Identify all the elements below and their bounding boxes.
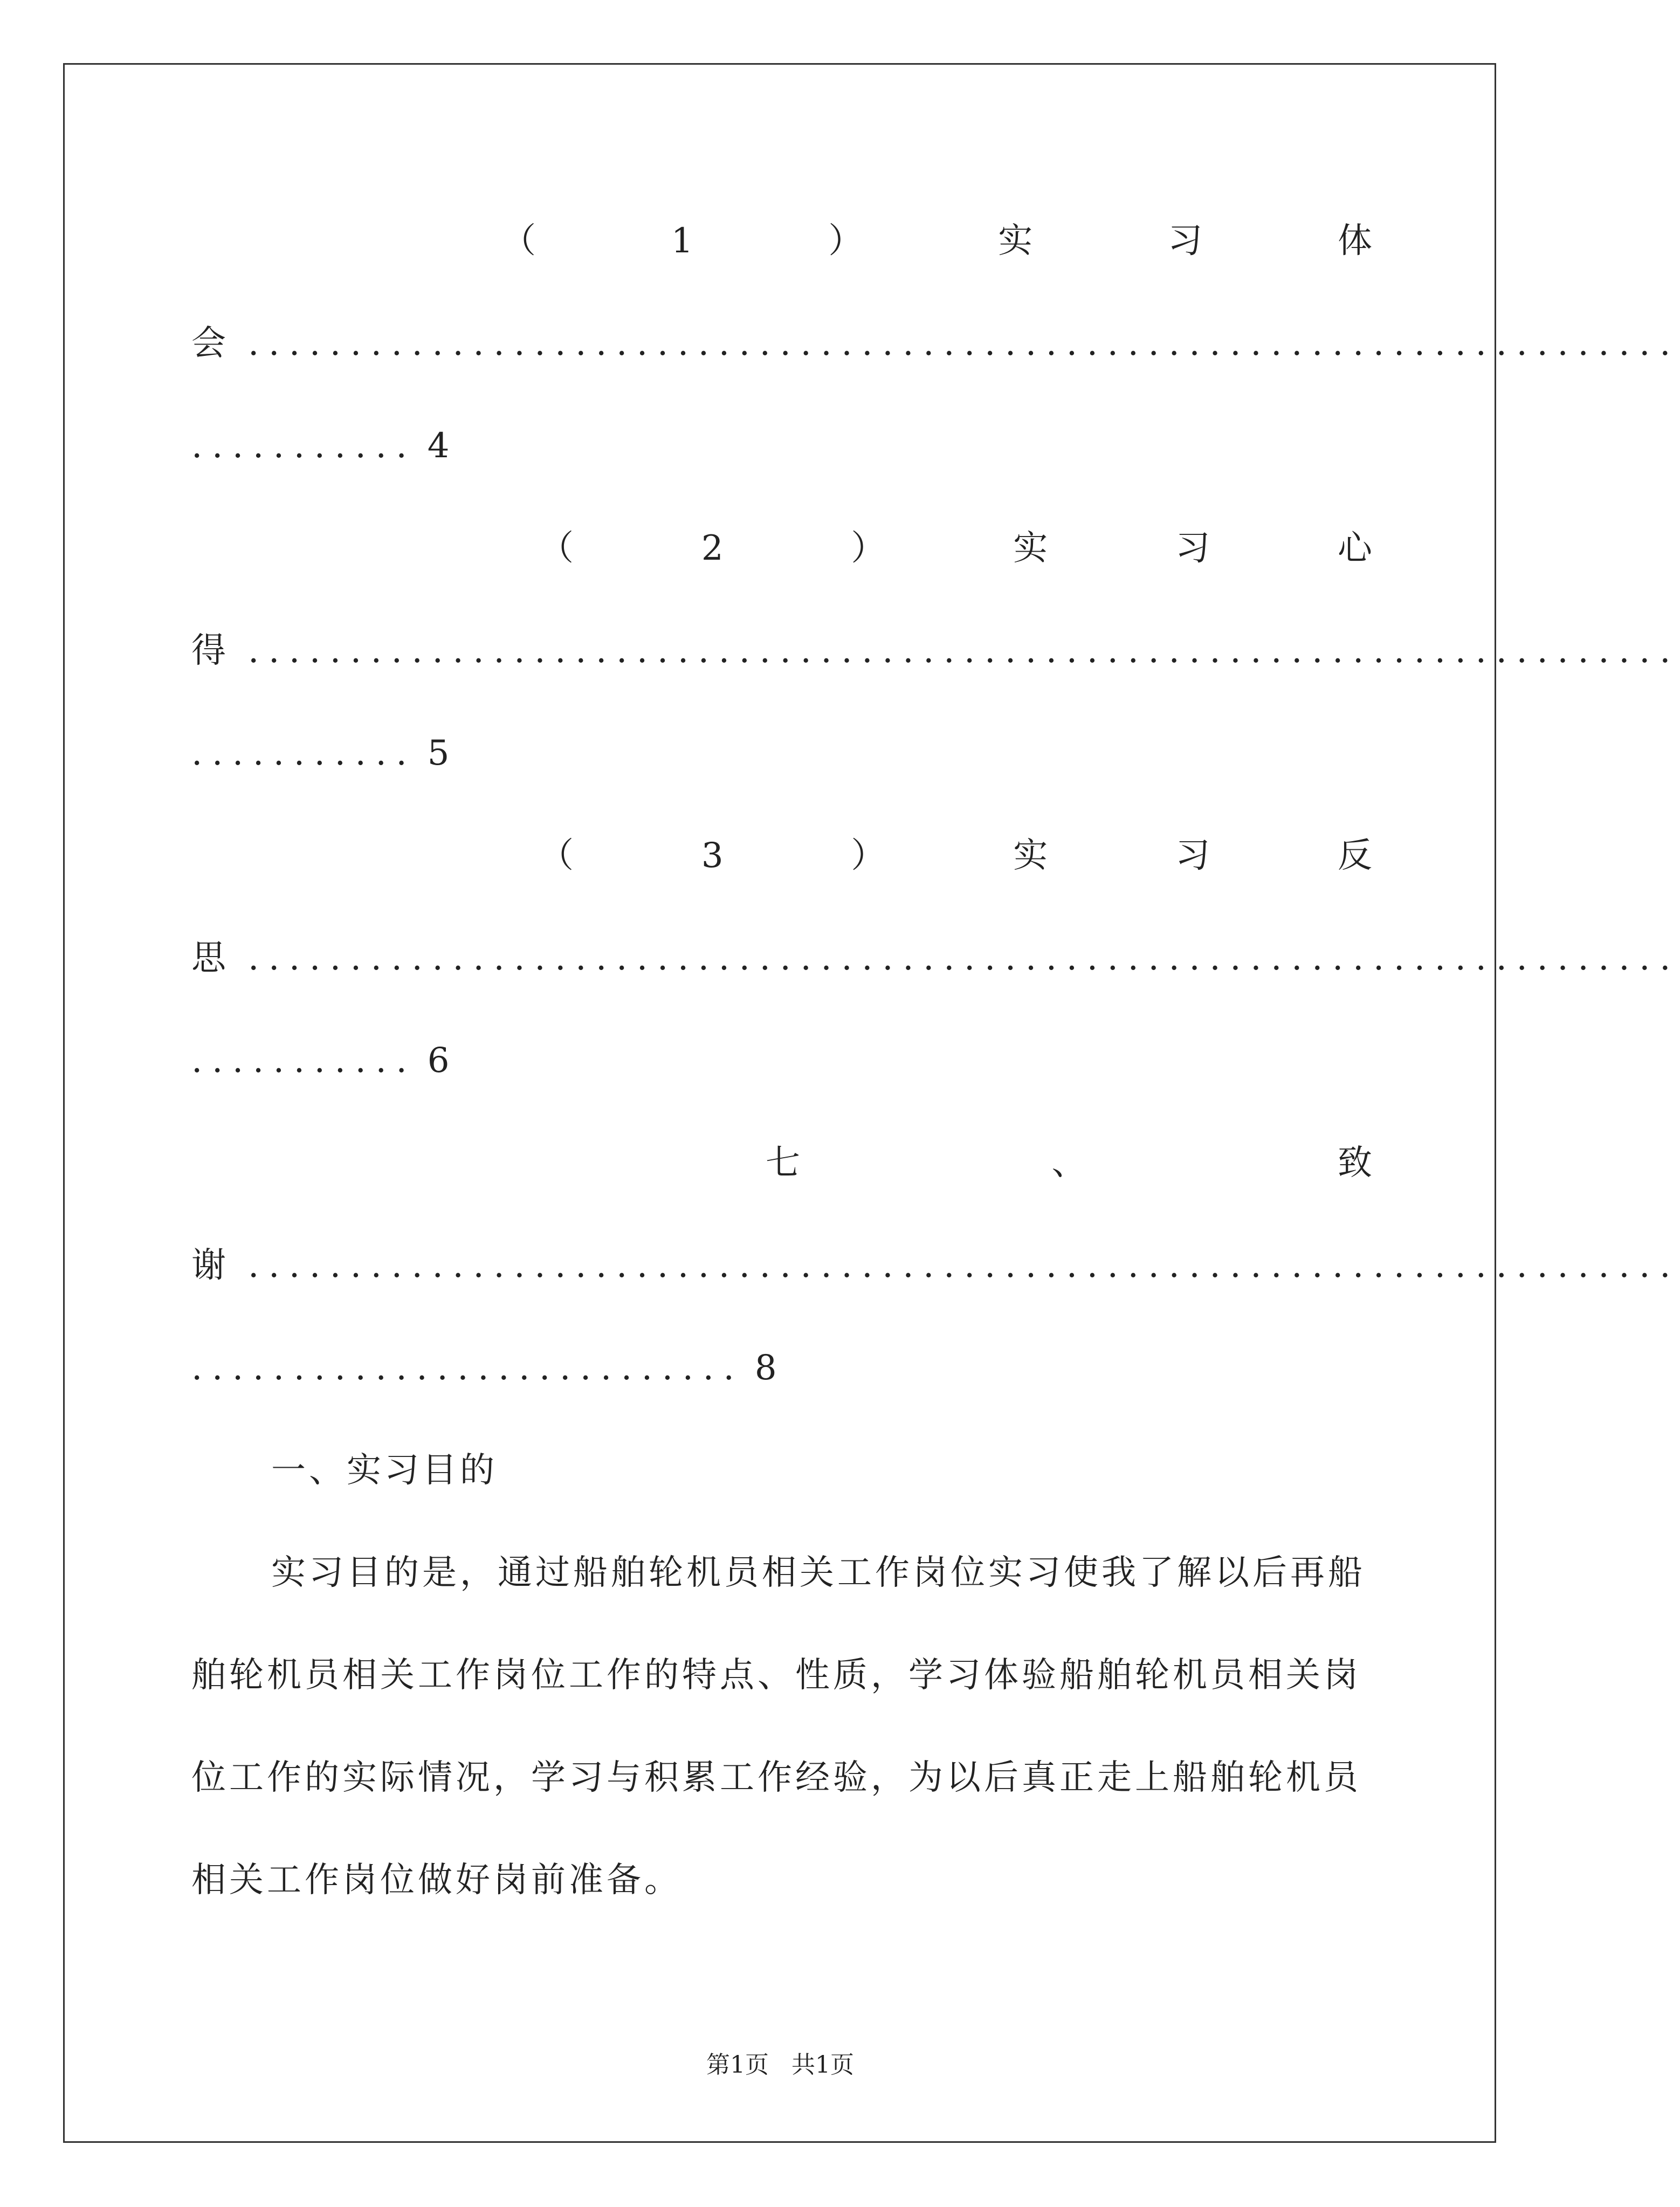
toc-char: 、 xyxy=(1051,1143,1086,1183)
toc-page-number: 6 xyxy=(427,1041,450,1081)
section-body: 实习目的是，通过船舶轮机员相关工作岗位实习使我了解以后再船舶轮机员相关工作岗位工作的特点、性质，学习体验船舶轮机员相关岗位工作的实际情况，学习与积累工作经验，为以后真正走上船舶轮机员相关工作岗位做好岗前准备。 xyxy=(191,1553,1366,1900)
toc-dots: ...................................................................... xyxy=(248,938,1680,978)
toc-dots: ...................................................................... xyxy=(248,1246,1680,1285)
toc-char: 习 xyxy=(1175,528,1210,568)
toc-char: 习 xyxy=(1168,221,1203,261)
toc-page-number: 5 xyxy=(427,733,450,773)
toc-char: 2 xyxy=(701,528,724,568)
toc-cont-char: 得 xyxy=(191,631,226,671)
toc-char: （ xyxy=(539,528,574,568)
toc-dots: ...................................................................... xyxy=(248,631,1680,671)
toc-char: 实 xyxy=(998,221,1033,261)
toc-entry-3-title[interactable] xyxy=(539,826,1372,885)
toc-dots: ........... xyxy=(191,1041,417,1081)
toc-cont-char: 思 xyxy=(191,938,226,978)
page-total: 共1页 xyxy=(791,2051,854,2079)
page-number: 第1页 xyxy=(706,2051,769,2079)
toc-page-number: 8 xyxy=(754,1348,777,1388)
toc-entry-4-page xyxy=(191,1338,1394,1398)
toc-char: 实 xyxy=(1013,528,1048,568)
toc-char: ） xyxy=(851,528,886,568)
toc-dots: ........... xyxy=(191,733,417,773)
toc-entry-1-title[interactable] xyxy=(501,211,1372,271)
toc-char: 实 xyxy=(1013,836,1048,876)
toc-char: 致 xyxy=(1338,1143,1372,1183)
toc-char: ） xyxy=(851,836,886,876)
toc-char: （ xyxy=(539,836,574,876)
toc-char: 体 xyxy=(1337,221,1372,261)
toc-char: 心 xyxy=(1337,528,1372,568)
toc-char: 1 xyxy=(671,221,693,261)
toc-page-number: 4 xyxy=(427,426,450,466)
toc-entry-2-leader xyxy=(191,621,1680,680)
toc-entry-1-leader xyxy=(191,314,1680,373)
toc-dots: ........................... xyxy=(191,1348,744,1388)
toc-char: 3 xyxy=(701,836,724,876)
toc-entry-4-leader xyxy=(191,1236,1680,1295)
toc-cont-char: 会 xyxy=(191,324,226,363)
toc-entry-3-leader xyxy=(191,929,1680,988)
toc-entry-2-title[interactable] xyxy=(539,519,1372,578)
toc-entry-3-page xyxy=(191,1031,1394,1090)
toc-char: ） xyxy=(828,221,863,261)
toc-char: 反 xyxy=(1337,836,1372,876)
toc-char: 七 xyxy=(766,1143,800,1183)
toc-cont-char: 谢 xyxy=(191,1246,226,1285)
toc-entry-4-title[interactable] xyxy=(766,1133,1372,1193)
toc-dots: ........... xyxy=(191,426,417,466)
section-heading: 一、实习目的 xyxy=(271,1450,498,1490)
toc-dots: ...................................................................... xyxy=(248,324,1680,363)
page-footer xyxy=(0,2049,1560,2081)
toc-entry-2-page xyxy=(191,724,1394,783)
toc-entry-1-page xyxy=(191,416,1394,476)
toc-char: 习 xyxy=(1175,836,1210,876)
toc-char: （ xyxy=(501,221,536,261)
